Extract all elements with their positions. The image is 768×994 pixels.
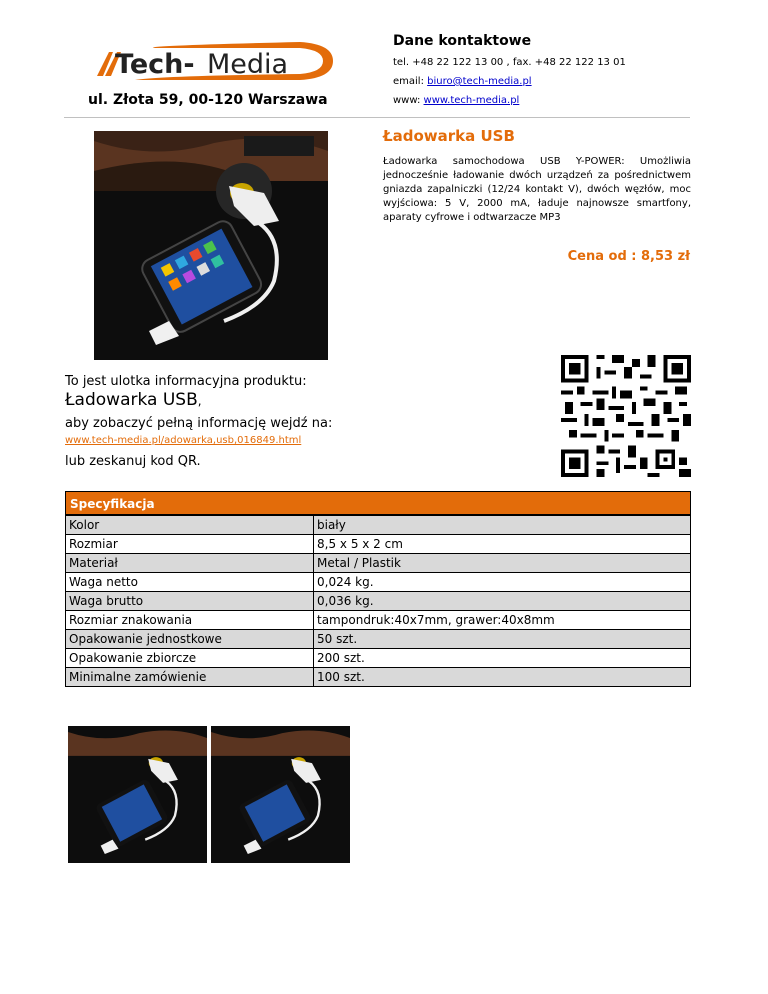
spec-table	[65, 515, 691, 687]
spec-section	[65, 491, 691, 687]
spec-label: Waga netto	[66, 573, 314, 592]
table-row	[66, 668, 691, 687]
spec-value: tampondruk:40x7mm, grawer:40x8mm	[314, 611, 691, 630]
company-address: ul. Złota 59, 00-120 Warszawa	[88, 92, 328, 108]
product-page-link[interactable]: www.tech-media.pl/adowarka,usb,016849.html	[65, 435, 302, 446]
spec-label: Opakowanie jednostkowe	[66, 630, 314, 649]
flyer-intro-text: To jest ulotka informacyjna produktu:	[65, 374, 307, 389]
spec-label: Minimalne zamówienie	[66, 668, 314, 687]
spec-label: Rozmiar znakowania	[66, 611, 314, 630]
table-row	[66, 516, 691, 535]
table-row	[66, 649, 691, 668]
spec-label: Kolor	[66, 516, 314, 535]
email-label: email:	[393, 76, 428, 87]
spec-value: 50 szt.	[314, 630, 691, 649]
contact-title: Dane kontaktowe	[393, 33, 532, 49]
svg-text:Media: Media	[207, 49, 289, 80]
table-row	[66, 630, 691, 649]
table-row	[66, 573, 691, 592]
spec-value: 0,036 kg.	[314, 592, 691, 611]
email-line	[393, 76, 532, 87]
product-thumbnail-2[interactable]	[211, 726, 350, 863]
spec-label: Rozmiar	[66, 535, 314, 554]
table-row	[66, 554, 691, 573]
svg-text:Tech-: Tech-	[115, 49, 195, 80]
www-line	[393, 95, 519, 106]
tech-media-logo	[95, 38, 335, 84]
spec-header: Specyfikacja	[65, 491, 691, 515]
spec-value: Metal / Plastik	[314, 554, 691, 573]
spec-value: 0,024 kg.	[314, 573, 691, 592]
spec-value: 100 szt.	[314, 668, 691, 687]
spec-value: 8,5 x 5 x 2 cm	[314, 535, 691, 554]
header-divider	[64, 117, 690, 118]
spec-label: Opakowanie zbiorcze	[66, 649, 314, 668]
product-name-suffix: ,	[197, 394, 202, 408]
product-thumbnail-1[interactable]	[68, 726, 207, 863]
flyer-scan-text: lub zeskanuj kod QR.	[65, 454, 201, 469]
spec-value: 200 szt.	[314, 649, 691, 668]
spec-label: Waga brutto	[66, 592, 314, 611]
price-label: Cena od : 8,53 zł	[567, 249, 690, 264]
www-link[interactable]: www.tech-media.pl	[423, 95, 520, 106]
qr-code[interactable]	[561, 355, 691, 477]
flyer-more-info-text: aby zobaczyć pełną informację wejdź na:	[65, 416, 333, 431]
table-row	[66, 535, 691, 554]
product-title: Ładowarka USB	[383, 127, 515, 145]
table-row	[66, 592, 691, 611]
product-photo	[94, 131, 328, 360]
flyer-product-name	[65, 390, 202, 410]
table-row	[66, 611, 691, 630]
spec-value: biały	[314, 516, 691, 535]
product-description: Ładowarka samochodowa USB Y-POWER: Umożliwia jednocześnie ładowanie dwóch urządzeń za pośrednictwem gniazda zapalniczki (12/24 kontakt V), dwóch węzłów, moc wyjściowa: 5 V, 2000 mA, ładuje najnowsze smartfony, aparaty cyfrowe i odtwarzacze MP3	[383, 156, 691, 223]
www-label: www:	[393, 95, 424, 106]
spec-label: Materiał	[66, 554, 314, 573]
phone-fax-line: tel. +48 22 122 13 00 , fax. +48 22 122 13 01	[393, 57, 626, 68]
email-link[interactable]: biuro@tech-media.pl	[427, 76, 532, 87]
product-name-text: Ładowarka USB	[65, 390, 198, 410]
